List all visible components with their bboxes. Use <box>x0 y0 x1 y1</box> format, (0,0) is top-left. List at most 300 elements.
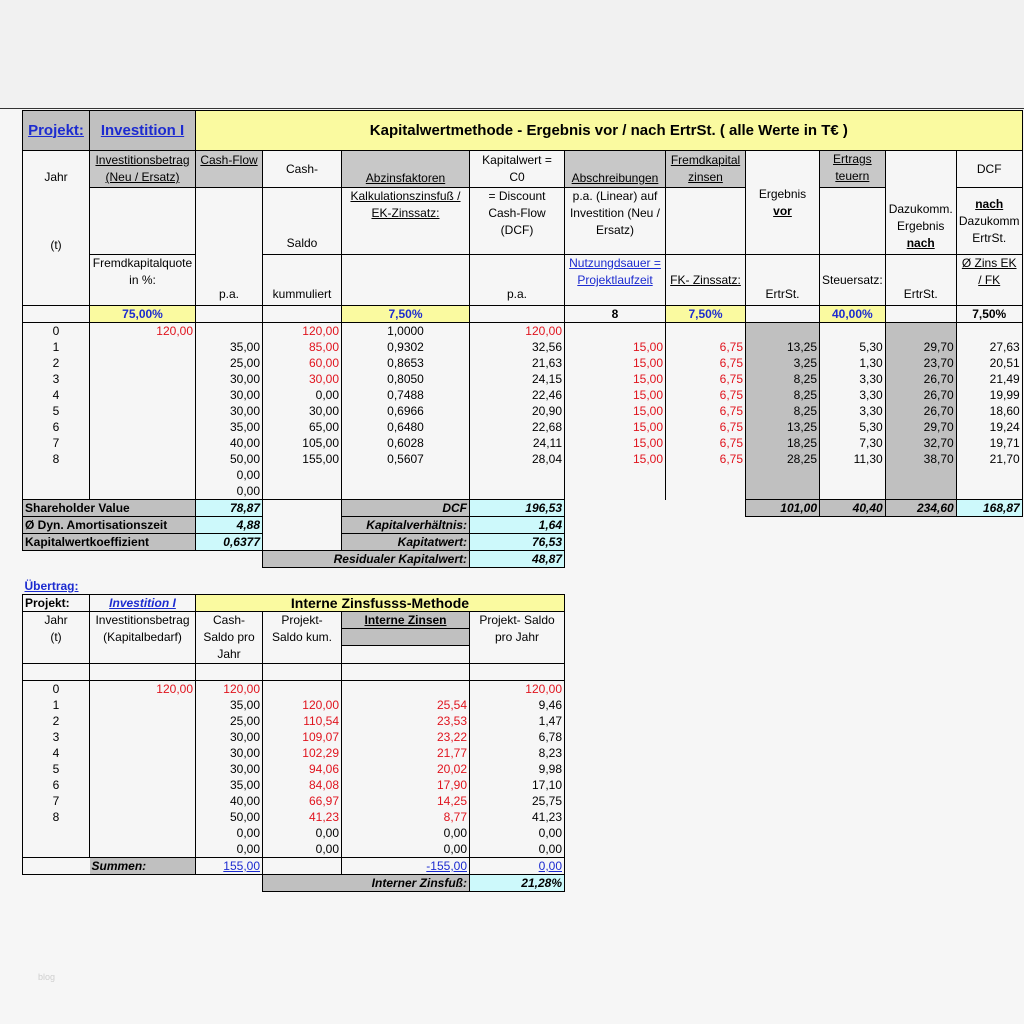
iz-cell[interactable]: 3 <box>23 729 90 745</box>
kw-cell[interactable]: 15,00 <box>565 339 666 355</box>
kw-cell[interactable]: 24,11 <box>470 435 565 451</box>
iz-cell[interactable]: 0 <box>23 681 90 698</box>
header-abschr-sub: p.a. (Linear) auf Investition (Neu / Ersatz) <box>565 188 666 255</box>
param-kalk-zins[interactable]: 7,50% <box>342 306 470 323</box>
iz-cell[interactable]: 120,00 <box>263 697 342 713</box>
header-ertrag-blank <box>820 188 886 255</box>
residual-label: Residualer Kapitalwert: <box>263 551 470 568</box>
param-steuer[interactable]: 40,00% <box>820 306 886 323</box>
kw-cell[interactable]: 32,70 <box>885 435 956 451</box>
iz-project-label: Projekt: <box>23 595 90 612</box>
kw-data-row <box>23 403 1023 419</box>
kw-cell[interactable]: 35,00 <box>196 339 263 355</box>
kw-cell[interactable]: 13,25 <box>746 419 820 435</box>
watermark: blog <box>38 972 56 982</box>
kw-cell[interactable]: 0,7488 <box>342 387 470 403</box>
kw-cell[interactable]: 26,70 <box>885 403 956 419</box>
iz-cell[interactable]: 2 <box>23 713 90 729</box>
kw-cell[interactable]: 24,15 <box>470 371 565 387</box>
iz-header-zinsen-bar <box>342 629 469 646</box>
kw-cell[interactable]: 30,00 <box>263 371 342 387</box>
total-ergebnis: 101,00 <box>746 500 820 517</box>
iz-cell[interactable]: 120,00 <box>90 681 196 698</box>
kw-cell[interactable]: 7 <box>23 435 90 451</box>
uebertrag-link[interactable]: Übertrag: <box>24 579 79 593</box>
iz-cell[interactable]: 23,22 <box>342 729 470 745</box>
kw-cell[interactable] <box>90 355 196 371</box>
kw-cell[interactable]: 120,00 <box>90 323 196 340</box>
kw-cell[interactable] <box>342 483 470 500</box>
kapitalwertkoeffizient-value: 0,6377 <box>196 534 263 551</box>
kw-cell[interactable]: 6,75 <box>666 355 746 371</box>
iz-cell[interactable] <box>90 841 196 858</box>
iz-cell[interactable]: 110,54 <box>263 713 342 729</box>
kw-cell[interactable]: 13,25 <box>746 339 820 355</box>
iz-cell[interactable] <box>90 713 196 729</box>
kapitalwert-title: Kapitalwertmethode - Ergebnis vor / nach ErtrSt. ( alle Werte in T€ ) <box>196 111 1023 151</box>
summen-zinsen[interactable]: -155,00 <box>342 858 470 875</box>
header-steuer: Steuersatz: <box>820 255 886 306</box>
blank <box>90 578 565 595</box>
kw-cell[interactable]: 8 <box>23 451 90 467</box>
total-dcf: 168,87 <box>956 500 1022 517</box>
kw-cell[interactable] <box>90 387 196 403</box>
interne-zinsfuss-table <box>22 578 565 892</box>
kw-cell[interactable]: 30,00 <box>263 403 342 419</box>
kw-cell[interactable]: 30,00 <box>196 403 263 419</box>
iz-cell[interactable]: 41,23 <box>470 809 565 825</box>
kw-cell[interactable]: 15,00 <box>565 435 666 451</box>
iz-cell[interactable]: 9,46 <box>470 697 565 713</box>
kw-cell[interactable] <box>263 467 342 483</box>
kw-cell[interactable]: 21,70 <box>956 451 1022 467</box>
blank <box>23 858 90 875</box>
iz-cell[interactable]: 0,00 <box>196 825 263 841</box>
iz-cell[interactable] <box>90 793 196 809</box>
kw-cell[interactable]: 0,6966 <box>342 403 470 419</box>
iz-cell[interactable] <box>23 841 90 858</box>
blank <box>263 858 342 875</box>
kw-cell[interactable]: 0,6480 <box>342 419 470 435</box>
iz-header-zinsen-label: Interne Zinsen <box>342 612 469 629</box>
kw-cell[interactable]: 6,75 <box>666 451 746 467</box>
kw-cell[interactable]: 35,00 <box>196 419 263 435</box>
kw-cell[interactable] <box>820 323 886 340</box>
header-ergebnis: Ergebnis vor <box>746 151 820 255</box>
blank <box>263 500 342 517</box>
kw-cell[interactable] <box>885 467 956 483</box>
kw-cell[interactable]: 2 <box>23 355 90 371</box>
iz-cell[interactable] <box>23 825 90 841</box>
iz-cell[interactable]: 14,25 <box>342 793 470 809</box>
iz-cell[interactable]: 50,00 <box>196 809 263 825</box>
kw-cell[interactable]: 6,75 <box>666 371 746 387</box>
iz-cell[interactable]: 21,77 <box>342 745 470 761</box>
blank <box>90 664 196 681</box>
header-dazukomm: Dazukomm. Ergebnis nach <box>885 151 956 255</box>
param-fk-zins[interactable]: 7,50% <box>666 306 746 323</box>
iz-cell[interactable]: 0,00 <box>196 841 263 858</box>
iz-cell[interactable]: 84,08 <box>263 777 342 793</box>
kw-cell[interactable] <box>885 483 956 500</box>
kw-cell[interactable] <box>90 419 196 435</box>
kw-cell[interactable]: 1,0000 <box>342 323 470 340</box>
kw-cell[interactable]: 15,00 <box>565 355 666 371</box>
kw-cell[interactable]: 29,70 <box>885 339 956 355</box>
iz-cell[interactable]: 41,23 <box>263 809 342 825</box>
iz-cell[interactable] <box>90 825 196 841</box>
kw-cell[interactable]: 3 <box>23 371 90 387</box>
kw-cell[interactable]: 0,00 <box>196 483 263 500</box>
blank <box>23 551 263 568</box>
kw-data-row <box>23 435 1023 451</box>
kw-cell[interactable] <box>565 323 666 340</box>
iz-cell[interactable]: 20,02 <box>342 761 470 777</box>
kw-cell[interactable]: 21,49 <box>956 371 1022 387</box>
dcf-value: 196,53 <box>470 500 565 517</box>
kapitalwert-label: Kapitatwert: <box>342 534 470 551</box>
kw-cell[interactable] <box>23 483 90 500</box>
iz-cell[interactable] <box>342 681 470 698</box>
kw-cell[interactable] <box>470 467 565 483</box>
header-invest-blank <box>90 188 196 255</box>
iz-cell[interactable]: 66,97 <box>263 793 342 809</box>
kw-cell[interactable] <box>746 483 820 500</box>
header-dazu-b: nach Dazukomm ErtrSt. <box>956 188 1022 255</box>
iz-cell[interactable] <box>90 745 196 761</box>
kw-cell[interactable]: 19,99 <box>956 387 1022 403</box>
iz-cell[interactable]: 1 <box>23 697 90 713</box>
amortisation-label: Ø Dyn. Amortisationszeit <box>23 517 196 534</box>
kw-cell[interactable]: 5,30 <box>820 339 886 355</box>
kw-cell[interactable]: 6,75 <box>666 403 746 419</box>
kw-cell[interactable]: 18,60 <box>956 403 1022 419</box>
summen-proj[interactable]: 0,00 <box>470 858 565 875</box>
kw-cell[interactable]: 3,30 <box>820 403 886 419</box>
iz-cell[interactable]: 35,00 <box>196 777 263 793</box>
kw-cell[interactable]: 15,00 <box>565 371 666 387</box>
iz-cell[interactable] <box>90 729 196 745</box>
header-kapwert: Kapitalwert = C0 <box>470 151 565 188</box>
iz-cell[interactable]: 4 <box>23 745 90 761</box>
kw-cell[interactable]: 0 <box>23 323 90 340</box>
kw-cell[interactable] <box>90 451 196 467</box>
summen-cash[interactable]: 155,00 <box>196 858 263 875</box>
kw-cell[interactable]: 85,00 <box>263 339 342 355</box>
blank <box>263 664 342 681</box>
kw-cell[interactable]: 0,5607 <box>342 451 470 467</box>
header-nutzung[interactable]: Nutzungdsauer = Projektlaufzeit <box>565 255 666 306</box>
iz-cell[interactable] <box>90 777 196 793</box>
kw-cell[interactable]: 7,30 <box>820 435 886 451</box>
param-nutzung[interactable]: 8 <box>565 306 666 323</box>
kw-cell[interactable]: 0,8050 <box>342 371 470 387</box>
iz-cell[interactable]: 5 <box>23 761 90 777</box>
dcf-label: DCF <box>342 500 470 517</box>
iz-cell[interactable]: 0,00 <box>470 825 565 841</box>
kw-cell[interactable] <box>820 483 886 500</box>
param-blank <box>746 306 820 323</box>
iz-cell[interactable]: 120,00 <box>470 681 565 698</box>
iz-data-row <box>23 745 565 761</box>
kw-cell[interactable]: 38,70 <box>885 451 956 467</box>
kw-cell[interactable] <box>956 483 1022 500</box>
kw-cell[interactable]: 22,68 <box>470 419 565 435</box>
iz-data-row <box>23 825 565 841</box>
iz-cell[interactable]: 9,98 <box>470 761 565 777</box>
kw-cell[interactable]: 30,00 <box>196 387 263 403</box>
kw-cell[interactable] <box>90 467 196 483</box>
kw-cell[interactable] <box>565 483 666 500</box>
iz-data-row <box>23 777 565 793</box>
shareholder-value: 78,87 <box>196 500 263 517</box>
kapitalverhaeltnis-value: 1,64 <box>470 517 565 534</box>
header-cashflow: Cash-Flow <box>196 151 263 188</box>
param-blank <box>196 306 263 323</box>
iz-header-invest: Investitionsbetrag (Kapitalbedarf) <box>90 612 196 664</box>
kw-cell[interactable] <box>565 467 666 483</box>
header-kalk: Kalkulationszinsfuß / EK-Zinssatz: <box>342 188 470 255</box>
iz-cell[interactable]: 30,00 <box>196 761 263 777</box>
kw-cell[interactable] <box>23 467 90 483</box>
iz-title: Interne Zinsfusss-Methode <box>196 595 565 612</box>
kw-cell[interactable]: 0,9302 <box>342 339 470 355</box>
kw-cell[interactable]: 22,46 <box>470 387 565 403</box>
kw-cell[interactable]: 15,00 <box>565 387 666 403</box>
iz-cell[interactable]: 25,75 <box>470 793 565 809</box>
header-zins: Ø Zins EK / FK <box>956 255 1022 306</box>
kw-cell[interactable]: 8,25 <box>746 387 820 403</box>
iz-cell[interactable]: 17,90 <box>342 777 470 793</box>
header-discount: = Discount Cash-Flow (DCF) <box>470 188 565 255</box>
iz-header-zinsen <box>342 612 470 664</box>
amortisation-value: 4,88 <box>196 517 263 534</box>
kw-cell[interactable]: 6,75 <box>666 387 746 403</box>
iz-cell[interactable]: 17,10 <box>470 777 565 793</box>
iz-cell[interactable]: 30,00 <box>196 729 263 745</box>
iz-cell[interactable]: 0,00 <box>263 841 342 858</box>
kw-cell[interactable]: 0,8653 <box>342 355 470 371</box>
kw-cell[interactable]: 1 <box>23 339 90 355</box>
kw-cell[interactable]: 120,00 <box>470 323 565 340</box>
kw-cell[interactable] <box>956 467 1022 483</box>
kw-cell[interactable]: 120,00 <box>263 323 342 340</box>
kw-cell[interactable]: 65,00 <box>263 419 342 435</box>
param-zins[interactable]: 7,50% <box>956 306 1022 323</box>
kw-cell[interactable]: 60,00 <box>263 355 342 371</box>
kw-cell[interactable]: 26,70 <box>885 371 956 387</box>
iz-cell[interactable]: 0,00 <box>263 825 342 841</box>
header-fremd-blank <box>666 188 746 255</box>
kw-cell[interactable] <box>90 483 196 500</box>
kw-cell[interactable]: 40,00 <box>196 435 263 451</box>
kw-data-row <box>23 387 1023 403</box>
kw-cell[interactable] <box>820 467 886 483</box>
iz-cell[interactable]: 8 <box>23 809 90 825</box>
iz-cell[interactable]: 94,06 <box>263 761 342 777</box>
iz-cell[interactable]: 0,00 <box>342 825 470 841</box>
kw-cell[interactable]: 25,00 <box>196 355 263 371</box>
kw-cell[interactable] <box>90 435 196 451</box>
kw-cell[interactable]: 5,30 <box>820 419 886 435</box>
blank <box>565 534 1023 551</box>
kw-cell[interactable]: 15,00 <box>565 451 666 467</box>
project-name[interactable]: Investition I <box>90 111 196 151</box>
kapitalverhaeltnis-label: Kapitalverhältnis: <box>342 517 470 534</box>
kw-cell[interactable]: 3,25 <box>746 355 820 371</box>
kw-cell[interactable]: 28,25 <box>746 451 820 467</box>
blank <box>342 664 470 681</box>
kw-data-row <box>23 355 1023 371</box>
kw-cell[interactable] <box>885 323 956 340</box>
param-blank <box>470 306 565 323</box>
total-steuern: 40,40 <box>820 500 886 517</box>
kw-cell[interactable]: 32,56 <box>470 339 565 355</box>
kw-cell[interactable] <box>956 323 1022 340</box>
kw-cell[interactable] <box>746 467 820 483</box>
kapitalwert-table <box>22 110 1023 568</box>
kw-cell[interactable]: 27,63 <box>956 339 1022 355</box>
iz-cell[interactable]: 40,00 <box>196 793 263 809</box>
kw-cell[interactable] <box>666 467 746 483</box>
iz-cell[interactable]: 0,00 <box>470 841 565 858</box>
iz-cell[interactable]: 25,54 <box>342 697 470 713</box>
kw-cell[interactable]: 105,00 <box>263 435 342 451</box>
iz-cell[interactable] <box>90 809 196 825</box>
kw-cell[interactable] <box>196 323 263 340</box>
kw-cell[interactable]: 6,75 <box>666 435 746 451</box>
interner-zinsfuss-value: 21,28% <box>470 875 565 892</box>
kw-data-row <box>23 451 1023 467</box>
blank <box>196 664 263 681</box>
kw-cell[interactable]: 5 <box>23 403 90 419</box>
kw-cell[interactable]: 26,70 <box>885 387 956 403</box>
kw-cell[interactable]: 8,25 <box>746 371 820 387</box>
iz-data-row <box>23 697 565 713</box>
kw-cell[interactable]: 6 <box>23 419 90 435</box>
kw-cell[interactable]: 4 <box>23 387 90 403</box>
kw-cell[interactable]: 3,30 <box>820 371 886 387</box>
kw-cell[interactable]: 21,63 <box>470 355 565 371</box>
total-nach: 234,60 <box>885 500 956 517</box>
blank <box>565 517 1023 534</box>
iz-cell[interactable]: 8,77 <box>342 809 470 825</box>
kw-cell[interactable]: 18,25 <box>746 435 820 451</box>
iz-cell[interactable]: 120,00 <box>196 681 263 698</box>
kw-cell[interactable]: 6,75 <box>666 419 746 435</box>
kw-cell[interactable]: 23,70 <box>885 355 956 371</box>
iz-cell[interactable]: 23,53 <box>342 713 470 729</box>
iz-cell[interactable]: 35,00 <box>196 697 263 713</box>
param-blank <box>263 306 342 323</box>
iz-cell[interactable]: 8,23 <box>470 745 565 761</box>
header-kumm: kummuliert <box>263 255 342 306</box>
kw-cell[interactable]: 50,00 <box>196 451 263 467</box>
sheet-top-border <box>0 108 1024 109</box>
kw-cell[interactable] <box>666 483 746 500</box>
kw-cell[interactable]: 0,6028 <box>342 435 470 451</box>
kw-cell[interactable] <box>90 403 196 419</box>
iz-cell[interactable] <box>263 681 342 698</box>
param-blank <box>885 306 956 323</box>
blank <box>470 664 565 681</box>
kw-cell[interactable] <box>90 339 196 355</box>
param-blank <box>23 306 90 323</box>
kw-cell[interactable]: 3,30 <box>820 387 886 403</box>
iz-cell[interactable]: 109,07 <box>263 729 342 745</box>
kw-cell[interactable] <box>746 323 820 340</box>
kw-cell[interactable]: 0,00 <box>263 387 342 403</box>
iz-cell[interactable]: 7 <box>23 793 90 809</box>
iz-cell[interactable]: 6 <box>23 777 90 793</box>
kw-cell[interactable]: 1,30 <box>820 355 886 371</box>
header-pa: p.a. <box>196 188 263 306</box>
kw-cell[interactable] <box>90 371 196 387</box>
kw-cell[interactable] <box>666 323 746 340</box>
kw-cell[interactable]: 8,25 <box>746 403 820 419</box>
iz-header-jahr: Jahr (t) <box>23 612 90 664</box>
iz-cell[interactable]: 1,47 <box>470 713 565 729</box>
kw-cell[interactable]: 11,30 <box>820 451 886 467</box>
kw-cell[interactable]: 20,90 <box>470 403 565 419</box>
kw-cell[interactable]: 15,00 <box>565 403 666 419</box>
kw-cell[interactable] <box>342 467 470 483</box>
iz-data-row <box>23 809 565 825</box>
iz-cell[interactable]: 102,29 <box>263 745 342 761</box>
project-label[interactable]: Projekt: <box>23 111 90 151</box>
kw-data-row <box>23 467 1023 483</box>
kw-cell[interactable]: 29,70 <box>885 419 956 435</box>
kw-data-row <box>23 483 1023 500</box>
iz-cell[interactable]: 25,00 <box>196 713 263 729</box>
header-abzins: Abzinsfaktoren <box>342 151 470 188</box>
iz-cell[interactable] <box>90 697 196 713</box>
kw-cell[interactable]: 0,00 <box>196 467 263 483</box>
kw-cell[interactable]: 19,71 <box>956 435 1022 451</box>
header-dcf: DCF <box>956 151 1022 188</box>
residual-value: 48,87 <box>470 551 565 568</box>
param-fk-quote[interactable]: 75,00% <box>90 306 196 323</box>
kw-cell[interactable]: 155,00 <box>263 451 342 467</box>
kw-cell[interactable]: 15,00 <box>565 419 666 435</box>
iz-data-row <box>23 841 565 858</box>
kw-cell[interactable]: 19,24 <box>956 419 1022 435</box>
header-saldo: Saldo <box>263 188 342 255</box>
iz-cell[interactable]: 30,00 <box>196 745 263 761</box>
kw-cell[interactable]: 30,00 <box>196 371 263 387</box>
iz-data-row <box>23 761 565 777</box>
header-fk-quote: Fremdkapitalquote in %: <box>90 255 196 306</box>
kw-cell[interactable]: 28,04 <box>470 451 565 467</box>
header-jahr: Jahr (t) <box>23 151 90 306</box>
blank <box>263 517 342 534</box>
iz-project-name[interactable]: Investition I <box>90 595 196 612</box>
header-ergebnis-ertrst: ErtrSt. <box>746 255 820 306</box>
iz-cell[interactable]: 6,78 <box>470 729 565 745</box>
iz-cell[interactable]: 0,00 <box>342 841 470 858</box>
header-dazu-ertrst: ErtrSt. <box>885 255 956 306</box>
kw-cell[interactable] <box>470 483 565 500</box>
iz-cell[interactable] <box>90 761 196 777</box>
kapitalwert-value: 76,53 <box>470 534 565 551</box>
kw-cell[interactable]: 6,75 <box>666 339 746 355</box>
kw-cell[interactable]: 20,51 <box>956 355 1022 371</box>
blank <box>23 664 90 681</box>
kw-cell[interactable] <box>263 483 342 500</box>
kw-data-row <box>23 419 1023 435</box>
kw-data-row <box>23 339 1023 355</box>
iz-header-proj-kum: Projekt- Saldo kum. <box>263 612 342 664</box>
